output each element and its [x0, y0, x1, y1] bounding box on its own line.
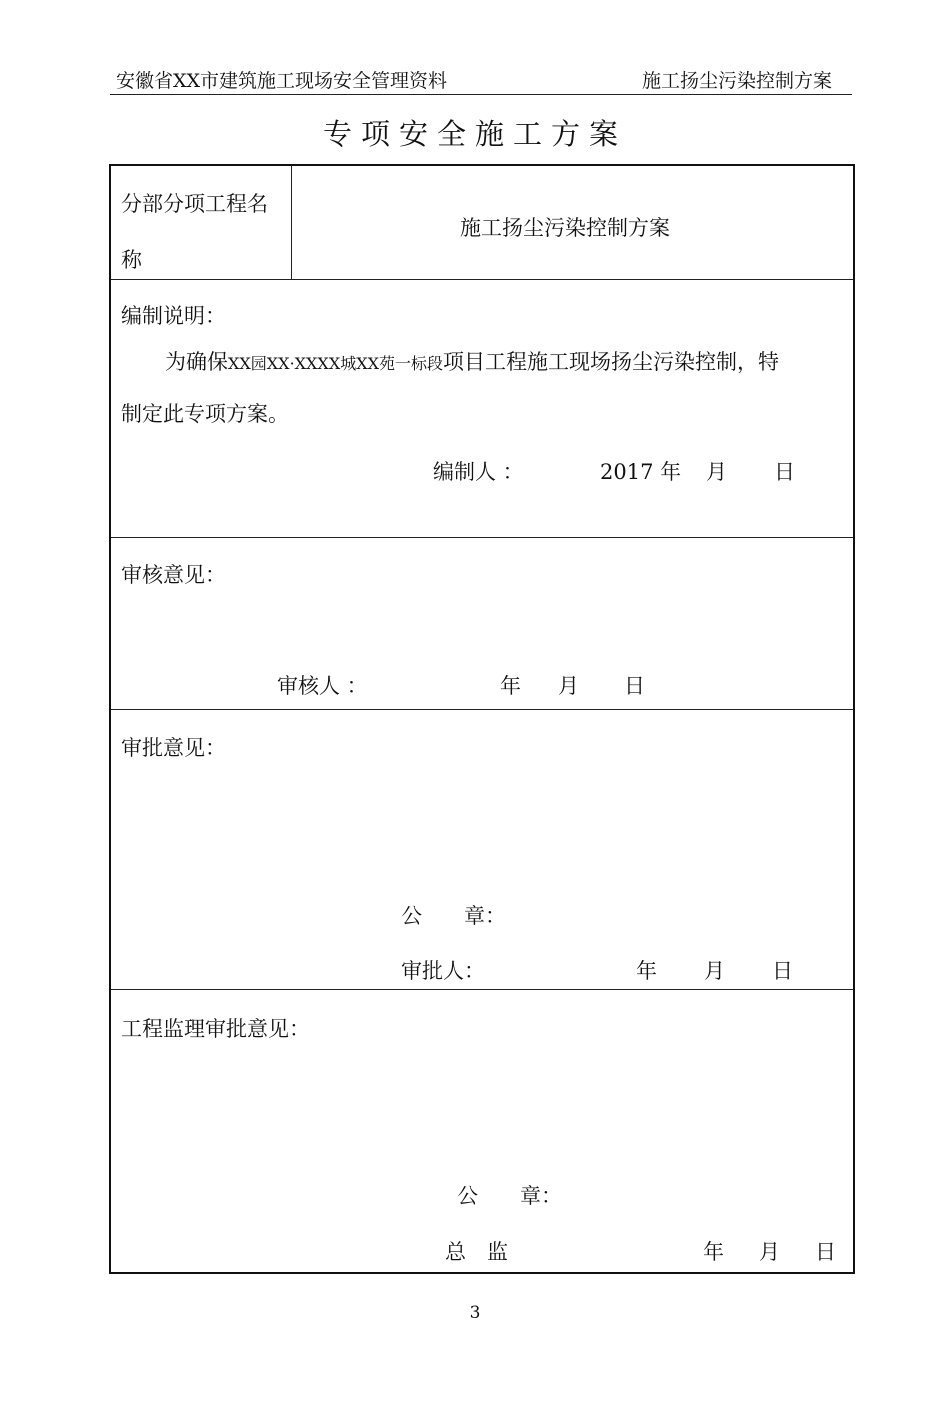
project-label-line2: 称	[121, 248, 142, 272]
approve-year-char: 年	[636, 959, 657, 983]
approve-heading: 审批意见：	[121, 736, 226, 760]
review-person-label: 审核人 ：	[277, 674, 368, 698]
supervision-year-char: 年	[703, 1240, 724, 1264]
compile-para-start: 为确保	[165, 350, 228, 374]
project-name-value: 施工扬尘污染控制方案	[460, 216, 670, 240]
page-number: 3	[469, 1303, 481, 1323]
review-day-char: 日	[624, 674, 645, 698]
header-left-title: 安徽省XX市建筑施工现场安全管理资料	[116, 70, 448, 92]
compile-para-rest: 项目工程施工现场扬尘污染控制，特	[443, 350, 779, 374]
document-title: 专项安全施工方案	[322, 117, 627, 151]
review-heading: 审核意见：	[121, 563, 226, 587]
compile-date-year	[600, 456, 681, 486]
compile-paragraph-line1	[165, 346, 779, 376]
review-month-char: 月	[558, 674, 579, 698]
compile-heading: 编制说明：	[121, 304, 226, 328]
approve-person-label: 审批人：	[401, 959, 485, 983]
supervision-person-label: 总 监	[445, 1240, 508, 1264]
row-divider-4	[111, 989, 853, 990]
header-rule	[110, 94, 852, 95]
row-divider-1	[111, 279, 853, 280]
header-right-title: 施工扬尘污染控制方案	[641, 70, 832, 92]
compile-year-value: 2017	[600, 460, 654, 484]
supervision-month-char: 月	[759, 1240, 780, 1264]
compile-para-project: XX园XX·XXXX城XX苑一标段	[228, 354, 443, 373]
review-year-char: 年	[500, 674, 521, 698]
approve-seal-label: 公 章：	[401, 904, 506, 928]
compile-year-char: 年	[660, 460, 682, 484]
row-divider-3	[111, 709, 853, 710]
approve-day-char: 日	[772, 959, 793, 983]
form-table	[109, 164, 855, 1274]
supervision-seal-label: 公 章：	[457, 1184, 562, 1208]
compile-person-label: 编制人 ：	[433, 460, 524, 484]
project-label-line1: 分部分项工程名	[121, 192, 268, 216]
supervision-day-char: 日	[815, 1240, 836, 1264]
supervision-heading: 工程监理审批意见：	[121, 1017, 310, 1041]
row-divider-2	[111, 537, 853, 538]
project-column-divider	[291, 166, 292, 279]
approve-month-char: 月	[704, 959, 725, 983]
compile-day-char: 日	[774, 460, 795, 484]
compile-month-char: 月	[706, 460, 727, 484]
compile-paragraph-line2: 制定此专项方案。	[121, 402, 289, 426]
